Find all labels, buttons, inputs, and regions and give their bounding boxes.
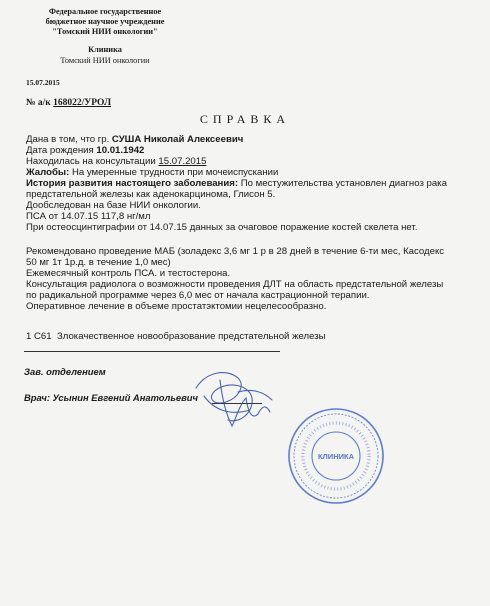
card-number-label: № а/к (26, 98, 51, 108)
complaints-text: На умеренные трудности при мочеиспускании (71, 167, 279, 178)
patient-intro: Дана в том, что гр. (26, 134, 110, 145)
history-line-4: ПСА от 14.07.15 117,8 нг/мл (26, 211, 151, 222)
history-label: История развития настоящего заболевания: (26, 178, 239, 189)
history-line-5: При остеосцинтиграфии от 14.07.15 данных за очаговое поражение костей скелета нет. (26, 222, 418, 233)
complaints-label: Жалобы: (26, 167, 70, 178)
doctor-signature-label: Врач: Усынин Евгений Анатольевич (24, 392, 198, 403)
card-number: 168022/УРОЛ (53, 98, 112, 108)
header-date: 15.07.2015 (26, 78, 60, 87)
recommendation-line-5: по радикальной программе через 6,0 мес от начала кастрационной терапии. (26, 290, 370, 301)
birth-label: Дата рождения (26, 145, 94, 156)
recommendation-line-2: 50 мг 1т 1р.д. в течение 1,0 мес) (26, 257, 171, 268)
org-name-line-3: "Томский НИИ онкологии" (52, 27, 158, 36)
head-of-department-label: Зав. отделением (24, 366, 106, 377)
patient-name: СУША Николай Алексеевич (111, 134, 244, 145)
recommendation-line-4: Консультация радиолога о возможности проведения ДЛТ на область предстательной железы (26, 279, 444, 290)
consult-date: 15.07.2015 (158, 156, 207, 167)
birth-date: 10.01.1942 (96, 145, 145, 156)
document-title: СПРАВКА (199, 112, 291, 126)
clinic-title: Клиника (88, 45, 122, 54)
consult-label: Находилась на консультации (26, 156, 156, 167)
recommendation-line-1: Рекомендовано проведение МАБ (золадекс 3,6 мг 1 р в 28 дней в течение 6-ти мес, Касодекс (26, 246, 445, 257)
clinic-subtitle: Томский НИИ онкологии (60, 56, 150, 65)
recommendation-line-6: Оперативное лечение в объеме простатэктомии нецелесообразно. (26, 301, 327, 312)
history-line-3: Дообследован на базе НИИ онкологии. (26, 200, 201, 211)
history-line-2: предстательной железы как аденокарцинома, Глисон 5. (26, 189, 276, 200)
org-name-line-2: бюджетное научное учреждение (45, 17, 165, 26)
org-name-line-1: Федеральное государственное (48, 7, 162, 16)
diagnosis-code: 1 C61 (26, 331, 52, 342)
history-line-1: По местужительства установлен диагноз рака (240, 178, 447, 189)
stamp-center-text: КЛИНИКА (317, 452, 355, 461)
diagnosis-text: Злокачественное новообразование предстательной железы (56, 331, 326, 342)
recommendation-line-3: Ежемесячный контроль ПСА. и тестостерона. (26, 268, 231, 279)
